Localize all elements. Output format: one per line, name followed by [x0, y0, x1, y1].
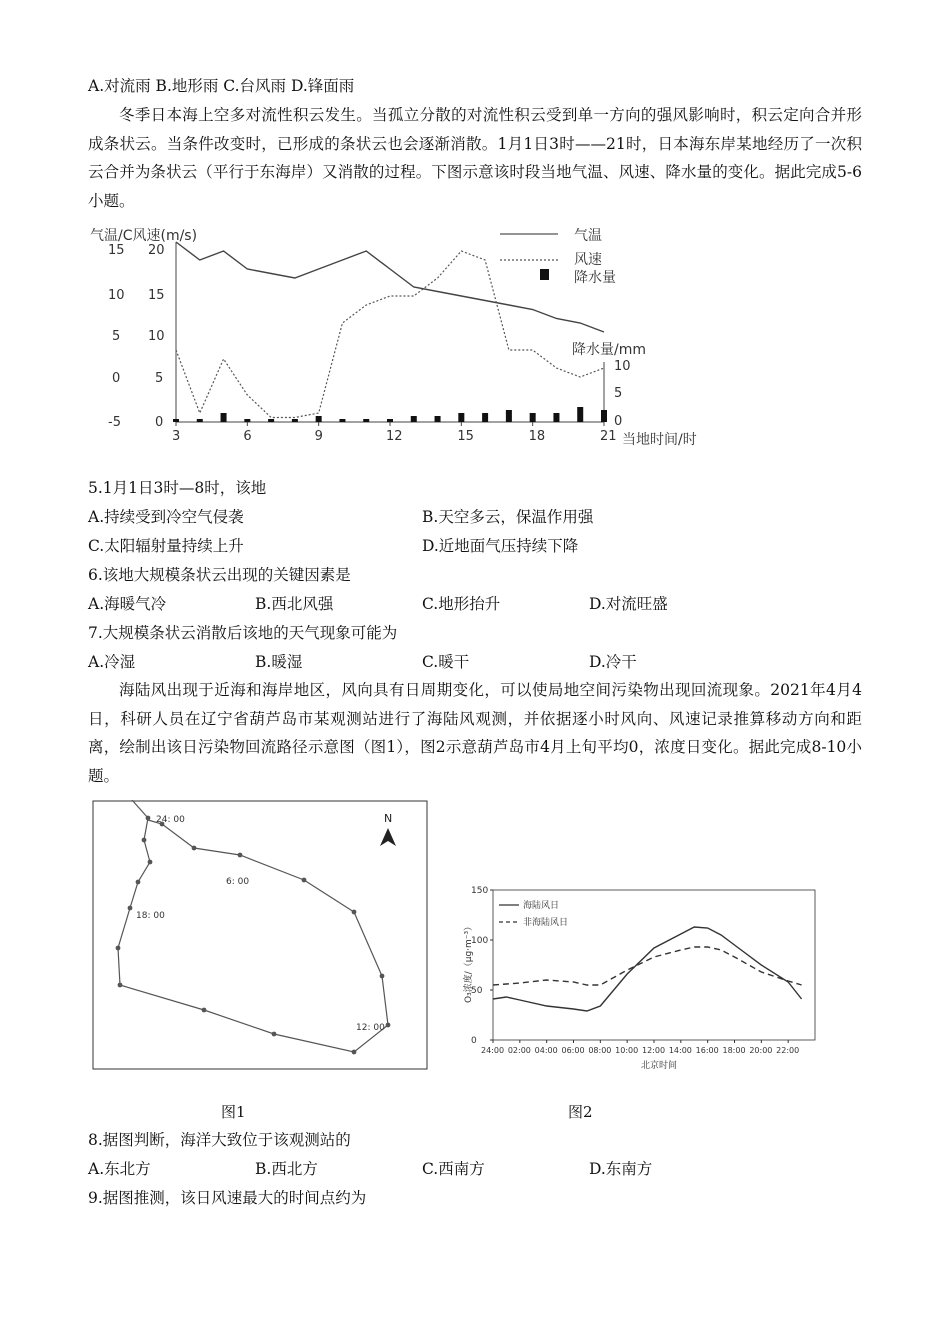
q5-option-d: D.近地面气压持续下降	[422, 537, 579, 555]
q7-option-a: A.冷湿	[88, 653, 136, 671]
chart1-x-tick-label: 6	[243, 429, 252, 444]
fig2-x-tick-label: 18:00	[722, 1046, 746, 1055]
fig2-x-tick-label: 22:00	[776, 1046, 800, 1055]
figure-1-route-map	[92, 800, 428, 1070]
q6-option-a: A.海暖气冷	[88, 595, 167, 613]
passage-2: 海陆风出现于近海和海岸地区，风向具有日周期变化，可以使局地空间污染物出现回流现象。2021年4月4日，科研人员在辽宁省葫芦岛市某观测站进行了海陆风观测，并依据逐小时风向、风速记录推算移动方向和距离，绘制出该日污染物回流路径示意图（图1），图2示意葫芦岛市4月上旬平均0，浓度日变化。据此完成8-10小题。	[88, 681, 862, 785]
wind-speed-line	[176, 251, 604, 418]
route-point	[352, 1050, 357, 1055]
precip-axis-label: 降水量/mm	[572, 342, 646, 358]
q7-option-b: B.暖湿	[255, 653, 303, 671]
wind-tick: 15	[148, 288, 165, 303]
temp-tick: 15	[108, 243, 125, 258]
wind-tick-labels	[148, 243, 165, 430]
precip-bar	[435, 416, 441, 422]
chart1-legend	[500, 228, 616, 286]
precip-bar	[411, 416, 417, 422]
route-point	[192, 846, 197, 851]
route-point	[202, 1008, 207, 1013]
route-point	[352, 910, 357, 915]
wind-tick: 10	[148, 329, 165, 344]
temp-tick-labels	[108, 243, 125, 430]
q7-stem: 7.大规模条状云消散后该地的天气现象可能为	[88, 624, 398, 642]
figure-2-caption: 图2	[568, 1103, 593, 1121]
fig2-y-tick-label: 0	[471, 1036, 477, 1046]
fig2-y-label: O₃浓度/（μg·m⁻³）	[464, 921, 474, 1003]
precip-bar	[339, 419, 345, 422]
route-point	[118, 983, 123, 988]
figure-1-caption: 图1	[221, 1103, 246, 1121]
precip-bar	[506, 410, 512, 422]
chart1-x-tick-label: 9	[314, 429, 323, 444]
precip-bar	[577, 407, 583, 422]
precip-bar	[221, 413, 227, 422]
fig2-x-label: 北京时间	[641, 1061, 678, 1071]
q4-options: A.对流雨 B.地形雨 C.台风雨 D.锋面雨	[88, 77, 355, 95]
route-point	[116, 946, 121, 951]
temp-tick: 0	[112, 371, 121, 386]
chart1-x-tick-label: 18	[528, 429, 546, 444]
figure-2-ozone-chart	[455, 878, 825, 1074]
fig2-x-tick-label: 12:00	[642, 1046, 666, 1055]
route-point	[148, 860, 153, 865]
fig2-y-tick-label: 150	[471, 886, 489, 896]
q5-option-c: C.太阳辐射量持续上升	[88, 537, 244, 555]
fig2-x-tick-label: 16:00	[695, 1046, 719, 1055]
wind-tick: 0	[155, 415, 164, 430]
q7-option-c: C.暖干	[422, 653, 470, 671]
q6-option-c: C.地形抬升	[422, 595, 501, 613]
route-point	[302, 878, 307, 883]
weather-chart	[88, 222, 718, 454]
precip-tick: 5	[614, 386, 623, 401]
precip-bar	[292, 419, 298, 422]
q8-option-b: B.西北方	[255, 1160, 318, 1178]
fig2-x-tick-label: 08:00	[588, 1046, 612, 1055]
legend-land-sea-label: 海陆风日	[523, 901, 560, 911]
fig2-x-tick-label: 04:00	[534, 1046, 558, 1055]
precip-bar	[458, 413, 464, 422]
legend-wind-label: 风速	[574, 252, 602, 268]
q7-option-d: D.冷干	[589, 653, 637, 671]
q6-stem: 6.该地大规模条状云出现的关键因素是	[88, 566, 351, 584]
route-point	[272, 1032, 277, 1037]
non-land-sea-breeze-line	[493, 947, 802, 985]
q5-option-a: A.持续受到冷空气侵袭	[88, 508, 244, 526]
north-label: N	[384, 812, 393, 825]
fig2-x-tick-label: 20:00	[749, 1046, 773, 1055]
temp-tick: 10	[108, 288, 125, 303]
legend-non-land-sea-label: 非海陆风日	[523, 918, 569, 928]
chart1-x-ticks	[172, 422, 617, 444]
precip-tick: 0	[614, 414, 623, 429]
route-point	[386, 1023, 391, 1028]
wind-tick: 5	[155, 371, 164, 386]
precip-bar	[387, 419, 393, 422]
chart1-left-axis-label: 气温/C风速(m/s)	[90, 228, 198, 244]
q6-option-d: D.对流旺盛	[589, 595, 668, 613]
land-sea-breeze-line	[493, 927, 802, 1011]
fig2-y-tick-label: 50	[471, 986, 483, 996]
precip-tick: 10	[614, 359, 631, 374]
precip-bar	[530, 413, 536, 422]
temp-tick: 5	[112, 329, 121, 344]
route-point	[128, 906, 133, 911]
route-point	[380, 974, 385, 979]
precip-bar	[173, 419, 179, 422]
temp-tick: -5	[108, 415, 121, 430]
q8-stem: 8.据图判断，海洋大致位于该观测站的	[88, 1131, 351, 1149]
precip-bar	[244, 419, 250, 422]
precip-bar	[553, 413, 559, 422]
route-point	[142, 838, 147, 843]
precip-bar	[482, 413, 488, 422]
fig2-plot-frame	[493, 890, 815, 1040]
precip-bar	[197, 419, 203, 422]
q5-option-b: B.天空多云，保温作用强	[422, 508, 594, 526]
route-point	[238, 853, 243, 858]
precip-bar	[601, 410, 607, 422]
fig2-x-tick-label: 06:00	[561, 1046, 585, 1055]
passage-1: 冬季日本海上空多对流性积云发生。当孤立分散的对流性积云受到单一方向的强风影响时，积云定向合并形成条状云。当条件改变时，已形成的条状云也会逐渐消散。1月1日3时——21时，日本海东岸某地经历了一次积云合并为条状云（平行于东海岸）又消散的过程。下图示意该时段当地气温、风速、降水量的变化。据此完成5-6小题。	[88, 106, 862, 210]
temperature-line	[176, 242, 604, 332]
chart1-x-tick-label: 3	[172, 429, 181, 444]
legend-precip-swatch	[540, 269, 549, 280]
fig2-x-tick-label: 02:00	[507, 1046, 531, 1055]
fig2-x-tick-label: 14:00	[668, 1046, 692, 1055]
chart1-x-tick-label: 12	[386, 429, 403, 444]
fig2-x-tick-label: 10:00	[615, 1046, 639, 1055]
precip-bar	[268, 419, 274, 422]
legend-precip-label: 降水量	[574, 270, 616, 286]
q6-option-b: B.西北风强	[255, 595, 334, 613]
chart1-x-tick-label: 15	[457, 429, 474, 444]
q8-option-a: A.东北方	[88, 1160, 151, 1178]
precip-bar	[316, 416, 322, 422]
time-label-1200: 12: 00	[356, 1023, 385, 1033]
fig2-y-tick-label: 100	[471, 936, 489, 946]
chart1-x-label: 当地时间/时	[622, 432, 697, 448]
route-point	[146, 816, 151, 821]
fig2-plot	[493, 927, 802, 1011]
route-point	[136, 880, 141, 885]
fig2-x-tick-label: 24:00	[481, 1046, 505, 1055]
q8-option-d: D.东南方	[589, 1160, 653, 1178]
time-label-0600: 6: 00	[226, 877, 250, 887]
precip-bar	[363, 419, 369, 422]
time-label-2400: 24: 00	[156, 815, 185, 825]
q8-option-c: C.西南方	[422, 1160, 485, 1178]
time-label-1800: 18: 00	[136, 911, 165, 921]
chart1-x-tick-label: 21	[600, 429, 617, 444]
q9-stem: 9.据图推测，该日风速最大的时间点约为	[88, 1189, 367, 1207]
legend-temp-label: 气温	[574, 228, 602, 244]
q5-stem: 5.1月1日3时—8时，该地	[88, 479, 267, 497]
wind-tick: 20	[148, 243, 165, 258]
